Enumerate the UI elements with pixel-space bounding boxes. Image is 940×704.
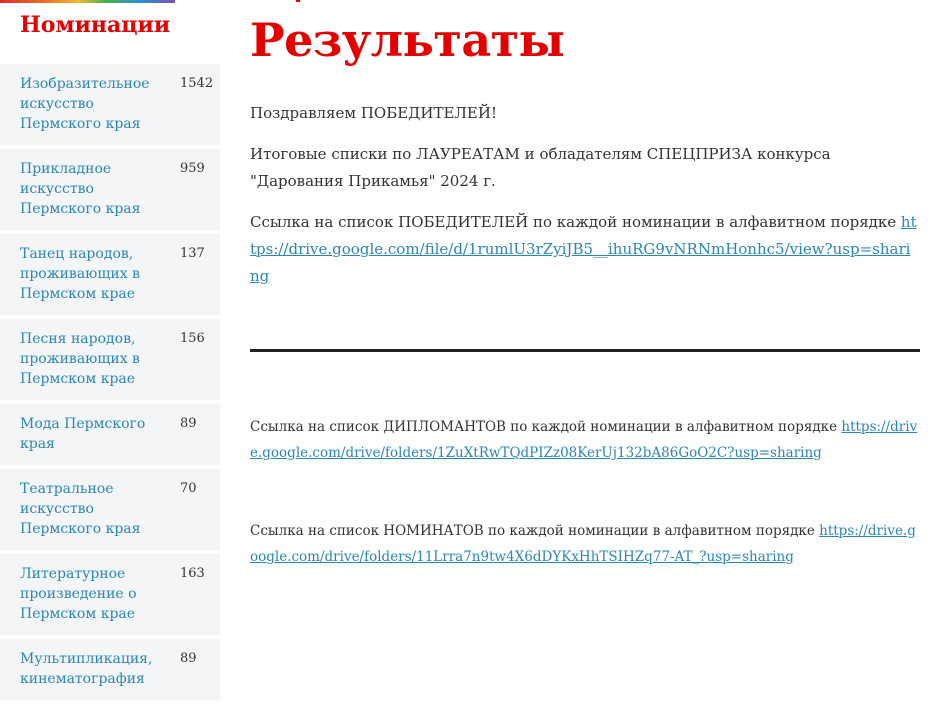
nominations-list	[0, 64, 220, 704]
nomination-label[interactable]: Прикладное искусство Пермского края	[20, 161, 141, 217]
diplomants-text: Ссылка на список ДИПЛОМАНТОВ по каждой номинации в алфавитном порядке	[250, 419, 842, 435]
nomination-label[interactable]: Театральное искусство Пермского края	[20, 481, 141, 537]
nomination-count: 1542	[180, 76, 214, 91]
nomination-label[interactable]: Мультипликация, кинематография	[20, 651, 153, 687]
nomination-item[interactable]	[0, 469, 220, 550]
nominants-link[interactable]: https://drive.google.com/drive/folders/11Lrra7n9tw4X6dDYKxHhTSIHZq77-AT_?usp=sharing	[250, 523, 916, 565]
page-title: Результаты	[250, 13, 565, 67]
nomination-item[interactable]	[0, 234, 220, 315]
nomination-item[interactable]	[0, 64, 220, 145]
nomination-item[interactable]	[0, 404, 220, 465]
nomination-item[interactable]	[0, 149, 220, 230]
diplomants-link[interactable]: https://drive.google.com/drive/folders/1ZuXtRwTQdPIZz08KerUj132bA86GoO2C?usp=sharing	[250, 419, 918, 461]
nomination-count: 70	[180, 481, 197, 496]
nomination-count: 156	[180, 331, 205, 346]
nomination-item[interactable]	[0, 554, 220, 635]
final-lists-text: Итоговые списки по ЛАУРЕАТАМ и обладателям СПЕЦПРИЗА конкурса "Дарования Прикамья" 2024 г.	[250, 145, 831, 190]
nomination-label[interactable]: Песня народов, проживающих в Пермском крае	[20, 331, 140, 387]
nomination-label[interactable]: Изобразительное искусство Пермского края	[20, 76, 150, 132]
nomination-count: 137	[180, 246, 205, 261]
nomination-item[interactable]	[0, 319, 220, 400]
nomination-item[interactable]	[0, 639, 220, 700]
congrats-text: Поздравляем ПОБЕДИТЕЛЕЙ!	[250, 104, 497, 122]
diplomants-paragraph	[250, 414, 920, 466]
nomination-label[interactable]: Танец народов, проживающих в Пермском крае	[20, 246, 140, 302]
nomination-label[interactable]: Мода Пермского края	[20, 416, 146, 452]
nomination-count: 163	[180, 566, 205, 581]
nomination-count: 89	[180, 416, 197, 431]
nominants-paragraph	[250, 518, 920, 570]
winners-text: Ссылка на список ПОБЕДИТЕЛЕЙ по каждой номинации в алфавитном порядке	[250, 213, 901, 231]
top-accent-mark	[296, 0, 300, 2]
nominations-sidebar	[0, 0, 220, 687]
nomination-label[interactable]: Литературное произведение о Пермском крае	[20, 566, 137, 622]
nomination-count: 959	[180, 161, 205, 176]
winners-paragraph	[250, 209, 920, 290]
sidebar-title: Номинации	[20, 12, 171, 38]
section-divider	[250, 349, 920, 352]
winners-link[interactable]: https://drive.google.com/file/d/1rumlU3rZyiJB5__ihuRG9vNRNmHonhc5/view?usp=sharing	[250, 213, 917, 285]
nomination-count: 89	[180, 651, 197, 666]
nominants-text: Ссылка на список НОМИНАТОВ по каждой номинации в алфавитном порядке	[250, 523, 820, 539]
